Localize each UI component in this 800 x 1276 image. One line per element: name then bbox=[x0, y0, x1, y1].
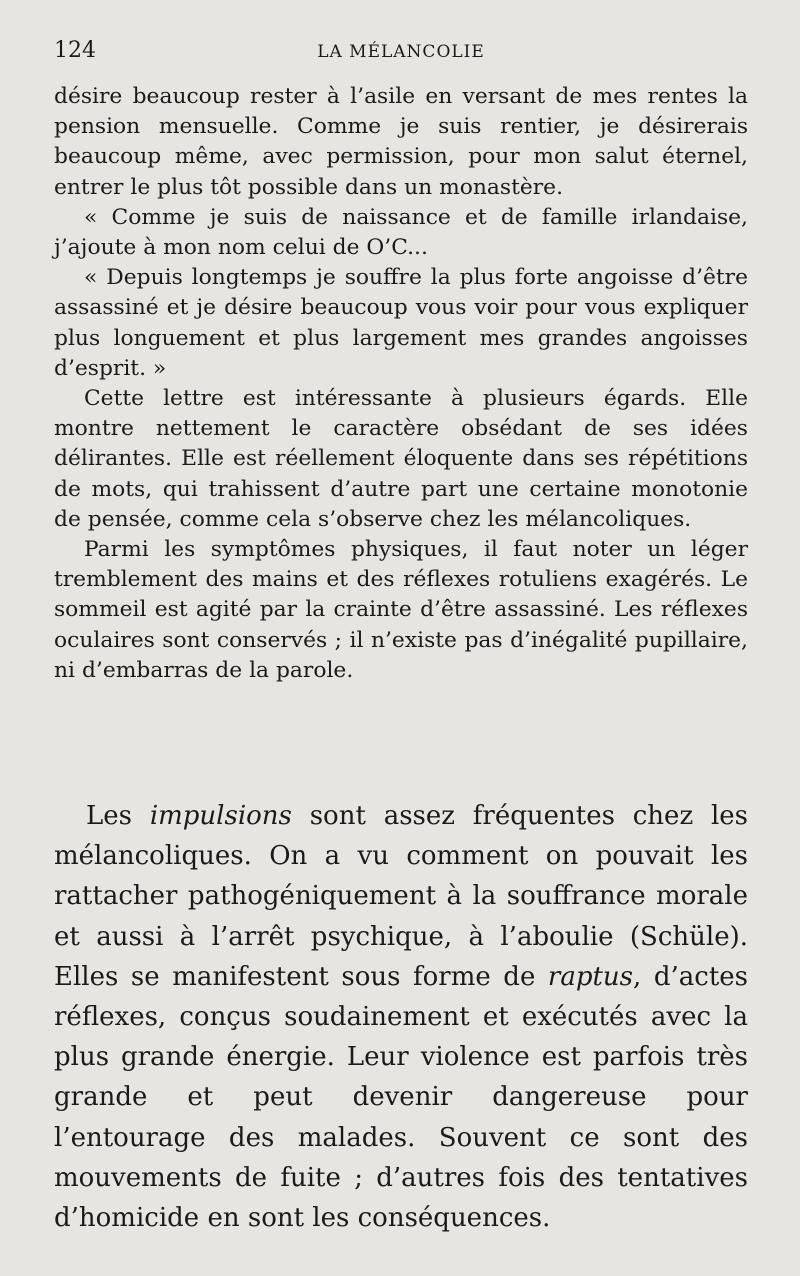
running-title: LA MÉLANCOLIE bbox=[317, 42, 485, 62]
letter-paragraph-2: « Comme je suis de naissance et de famille irlandaise, j’ajoute à mon nom celui de O’C... bbox=[54, 204, 748, 261]
impulsions-text-3: , d’actes réflexes, conçus soudainement et exécutés avec la plus grande énergie. Leur violence est parfois très grande et peut devenir dangereuse pour l’entourage des malades. Souvent ce sont des mouvements de fuite ; d’autres fois des tentatives d’homicide en sont les conséquences. bbox=[54, 961, 748, 1234]
page-number: 124 bbox=[54, 38, 96, 63]
raptus-term: raptus bbox=[547, 961, 634, 992]
page-header bbox=[54, 38, 748, 68]
physical-symptoms-paragraph: Parmi les symptômes physiques, il faut noter un léger tremblement des mains et des réflexes rotuliens exagérés. Le sommeil est agité par la crainte d’être assassiné. Les réflexes oculaires sont conservés ; il n’existe pas d’inégalité pupillaire, ni d’embarras de la parole. bbox=[54, 537, 748, 683]
impulsions-term: impulsions bbox=[149, 801, 292, 831]
impulsions-paragraph bbox=[54, 796, 748, 1238]
commentary-paragraph: Cette lettre est intéressante à plusieurs égards. Elle montre nettement le caractère obsédant de ses idées délirantes. Elle est réellement éloquente dans ses répétitions de mots, qui trahissent d’autre part une certaine monotonie de pensée, comme cela s’observe chez les mélancoliques. bbox=[54, 386, 748, 532]
letter-paragraph-1: désire beaucoup rester à l’asile en versant de mes rentes la pension mensuelle. Comme je suis rentier, je désirerais beaucoup même, avec permission, pour mon salut éternel, entrer le plus tôt possible dans un monastère. bbox=[54, 84, 748, 200]
letter-and-case-section bbox=[54, 82, 748, 686]
impulsions-section bbox=[54, 796, 748, 1238]
impulsions-text-2: sont assez fréquentes chez les mélancoliques. On a vu comment on pouvait les rattacher pathogéniquement à la souffrance morale et aussi à l’arrêt psychique, à l’aboulie (Schüle). Elles se manifestent sous forme de bbox=[54, 801, 748, 992]
impulsions-text-1: Les bbox=[86, 801, 150, 831]
letter-paragraph-3: « Depuis longtemps je souffre la plus forte angoisse d’être assassiné et je désire beaucoup vous voir pour vous expliquer plus longuement et plus largement mes grandes angoisses d’esprit. » bbox=[54, 265, 748, 381]
